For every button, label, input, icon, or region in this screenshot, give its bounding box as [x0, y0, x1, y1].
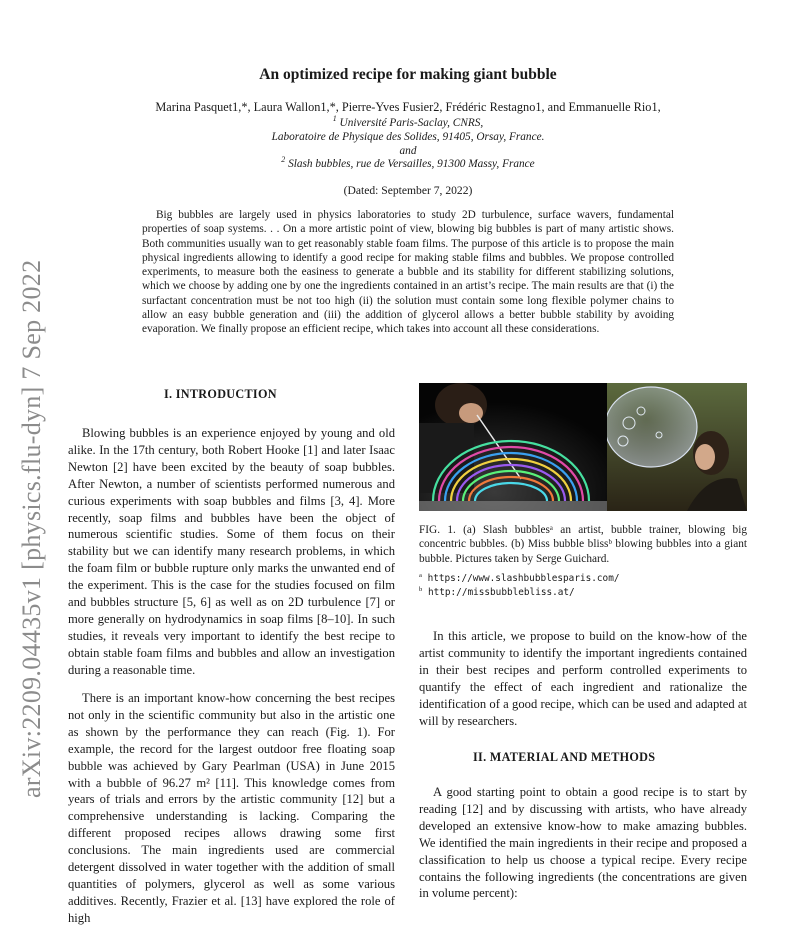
- figure-1-photos: [419, 383, 747, 511]
- figure-1-caption: FIG. 1. (a) Slash bubblesᵃ an artist, bubble trainer, blowing big concentric bubbles. (b) Miss bubble blissᵇ blowing bubbles into a giant bubble. Pictures taken by Serge Guichard.: [419, 524, 747, 565]
- section-heading-methods: II. MATERIAL AND METHODS: [473, 750, 656, 764]
- intro-paragraph-1: Blowing bubbles is an experience enjoyed by young and old alike. In the 17th century, both Robert Hooke [1] and later Isaac Newton [2] have been excited by the beauty of soap bubbles. After Newton, a number of scientists performed numerous and curious experiments with soap bubbles and films [3, 4]. More recently, soap films and bubbles have been the object of numerous scientific studies. Some of them focus on their stability but we can identify many research problems, in which the foam film or bubble rupture only marks the unwanted end of the experiment. This is the case for the studies focused on film and bubbles structure [5, 6] as well as on 2D turbulence [7] or more generally on hydrodynamics in soap films [8–10]. In such studies, it reveals very important to identify the best recipe to obtain stable foam films and bubbles and allow an investigation during a reasonable time.: [68, 426, 395, 677]
- bubble-artist-photo-a: [419, 383, 607, 511]
- bubble-artist-photo-b: [607, 383, 747, 511]
- section-heading-introduction: I. INTRODUCTION: [164, 387, 277, 401]
- affiliation-and: and: [399, 145, 417, 157]
- abstract: Big bubbles are largely used in physics laboratories to study 2D turbulence, surface wavers, fundamental properties of soap systems. . . On a more artistic point of view, blowing big bubbles is part of many artistic shows. Both communities usually wan to get reasonably stable foam films. The purpose of this article is to propose the main physical ingredients allowing to identify a good recipe for making stable films and bubbles. We propose controlled experiments, to measure both the easiness to generate a bubble and its stability for different stabilizing solutions, which we choose by adding one by one the ingredients contained in an artist’s recipe. The main results are that (i) the surfactant concentration must be not too high (ii) the solution must contain some long flexible polymer chains to allow an easy bubble generation and (iii) the addition of glycerol allows a better bubble stability by avoiding evaporation. We finally propose an efficient recipe, which takes into account all these considerations.: [142, 209, 674, 336]
- intro-paragraph-2: There is an important know-how concerning the best recipes not only in the scientific community but also in the artistic one as shown by the performance they can reach (Fig. 1). For example, the record for the largest outdoor free floating soap bubble was achieved by Gary Pearlman (USA) in June 2015 with a bubble of 96.27 m² [11]. This knowledge comes from years of trials and errors by the artistic community [12] but a comprehensive understanding is lacking. Comparing the different proposed recipes allows drawing some first conclusions. The main ingredients used are commercial detergent dissolved in water together with the addition of small quantities of polymers, glycerol as well as some various additives. Recently, Frazier et al. [13] have explored the role of high: [68, 691, 395, 925]
- methods-paragraph-1: A good starting point to obtain a good recipe is to start by reading [12] and by discussing with artists, who have already developed an extensive know-how to make amazing bubbles. We identified the main ingredients in their recipe and proposed a classification to help us choose a typical recipe. Every recipe contains the following ingredients (the concentrations are given in volume percent):: [419, 785, 747, 901]
- paper-title: An optimized recipe for making giant bubble: [259, 66, 557, 83]
- footnote-b[interactable]: $^b$ http://missbubblebliss.at/: [419, 585, 575, 598]
- intro-paragraph-3: In this article, we propose to build on the know-how of the artist community to identify the important ingredients contained in their best recipes and perform controlled experiments to quantify the effect of each ingredient and rationalize the identification of a good recipe, which can be used and adapted at will by researchers.: [419, 629, 747, 728]
- affiliation-1-line-1: $^1$ Université Paris-Saclay, CNRS,: [332, 114, 484, 129]
- affiliation-2: $^2$ Slash bubbles, rue de Versailles, 91300 Massy, France: [281, 155, 535, 170]
- affiliation-1-line-2: Laboratoire de Physique des Solides, 91405, Orsay, France.: [271, 131, 545, 143]
- author-list: Marina Pasquet1,*, Laura Wallon1,*, Pierre-Yves Fusier2, Frédéric Restagno1, and Emmanuelle Rio1,: [155, 100, 661, 114]
- arxiv-identifier: arXiv:2209.04435v1 [physics.flu-dyn] 7 Sep 2022: [17, 259, 46, 798]
- footnote-a[interactable]: $^a$ https://www.slashbubblesparis.com/: [419, 571, 620, 584]
- date-line: (Dated: September 7, 2022): [343, 184, 473, 197]
